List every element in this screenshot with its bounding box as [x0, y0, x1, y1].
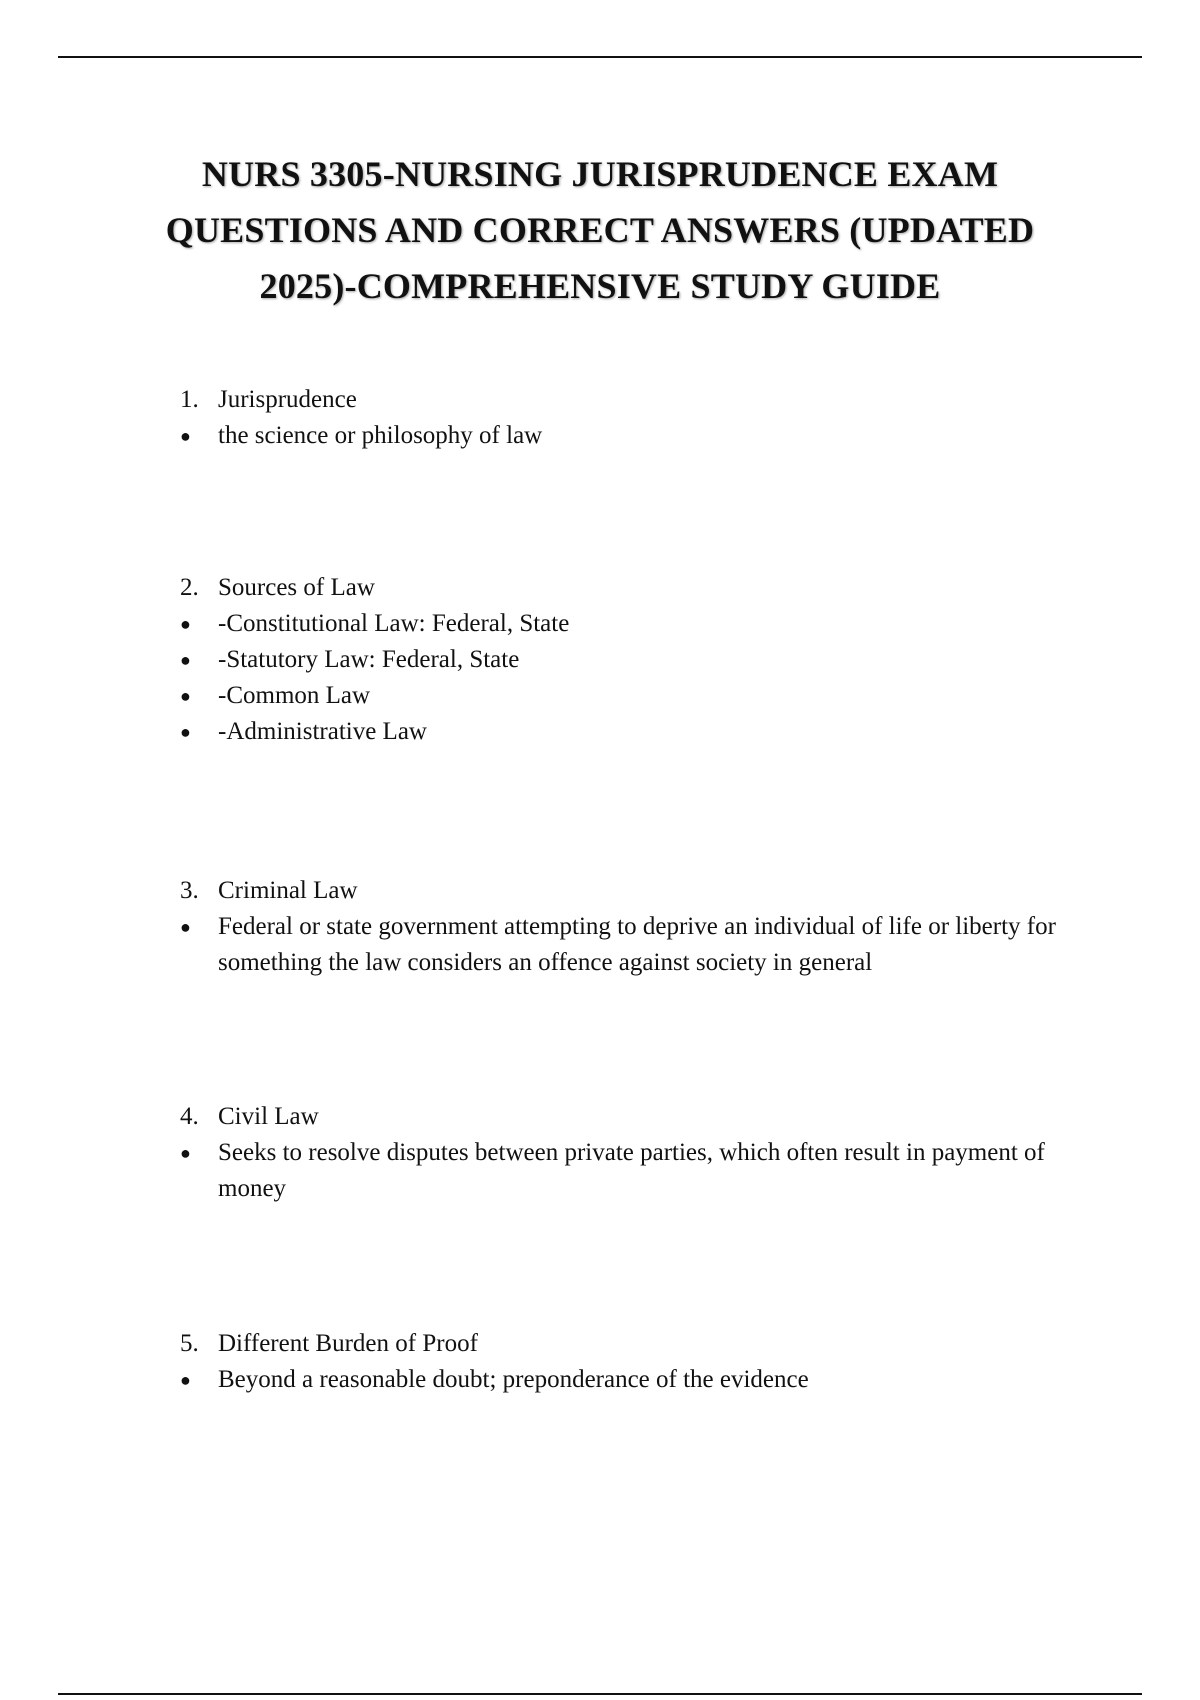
list-item [180, 678, 1100, 714]
list-item [180, 642, 1100, 678]
bullet-icon: ● [180, 917, 191, 937]
entry-term-text: Different Burden of Proof [218, 1330, 478, 1357]
entry-term-text: Civil Law [218, 1103, 319, 1130]
list-item [180, 1135, 1100, 1207]
bullet-icon: ● [180, 614, 191, 634]
entry-term [180, 1326, 1100, 1362]
entry-answer-list [180, 1362, 1100, 1398]
bullet-icon: ● [180, 1370, 191, 1390]
answer-text: -Statutory Law: Federal, State [218, 646, 520, 673]
bullet-icon: ● [180, 1143, 191, 1163]
entry-answer-list [180, 606, 1100, 750]
qa-entry [180, 873, 1100, 981]
answer-text: -Common Law [218, 682, 371, 709]
entry-number: 2. [180, 574, 199, 601]
entry-term [180, 382, 1100, 418]
entry-term-text: Sources of Law [218, 574, 375, 601]
footer-rule [58, 1693, 1142, 1695]
list-item [180, 606, 1100, 642]
answer-text: Seeks to resolve disputes between private parties, which often result in payment of money [218, 1139, 1045, 1202]
entry-answer-list [180, 1135, 1100, 1207]
entry-answer-list [180, 418, 1100, 454]
entry-number: 5. [180, 1330, 199, 1357]
bullet-icon: ● [180, 686, 191, 706]
qa-entry [180, 570, 1100, 750]
list-item [180, 909, 1100, 981]
answer-text: Beyond a reasonable doubt; preponderance of the evidence [218, 1366, 809, 1393]
entry-term [180, 873, 1100, 909]
list-item [180, 714, 1100, 750]
qa-entry [180, 1326, 1100, 1398]
bullet-icon: ● [180, 426, 191, 446]
entry-number: 3. [180, 877, 199, 904]
bullet-icon: ● [180, 650, 191, 670]
entry-number: 1. [180, 386, 199, 413]
answer-text: -Administrative Law [218, 718, 427, 745]
bullet-icon: ● [180, 722, 191, 742]
entry-answer-list [180, 909, 1100, 981]
answer-text: the science or philosophy of law [218, 422, 543, 449]
answer-text: Federal or state government attempting to deprive an individual of life or liberty for something the law considers an offence against society in general [218, 913, 1056, 976]
entry-term [180, 1099, 1100, 1135]
qa-entry [180, 1099, 1100, 1207]
document-title: NURS 3305-NURSING JURISPRUDENCE EXAM QUESTIONS AND CORRECT ANSWERS (UPDATED 2025)-COMPREHENSIVE STUDY GUIDE [165, 154, 1035, 306]
list-item [180, 1362, 1100, 1398]
list-item [180, 418, 1100, 454]
header-rule [58, 56, 1142, 58]
entry-term [180, 570, 1100, 606]
entry-term-text: Criminal Law [218, 877, 358, 904]
qa-entry [180, 382, 1100, 454]
answer-text: -Constitutional Law: Federal, State [218, 610, 570, 637]
entry-number: 4. [180, 1103, 199, 1130]
entry-term-text: Jurisprudence [218, 386, 357, 413]
